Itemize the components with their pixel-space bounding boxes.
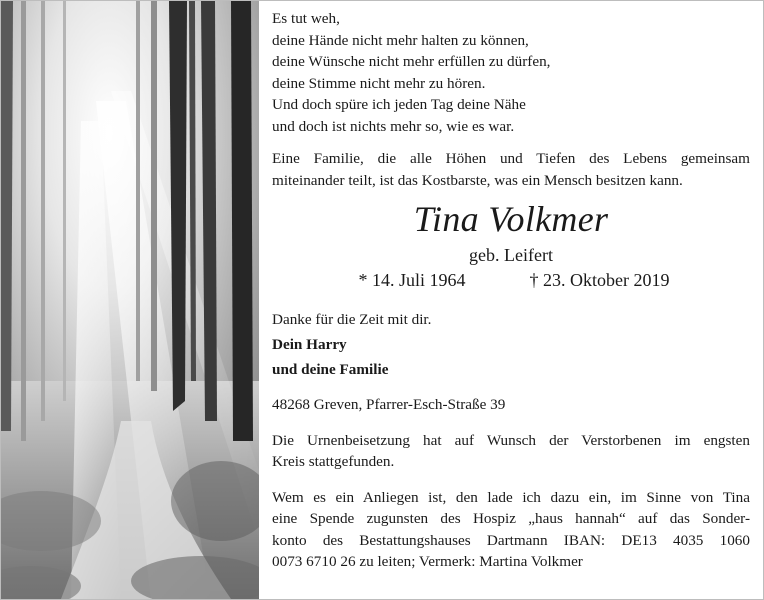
donation-line: 0073 6710 26 zu leiten; Vermerk: Martina Volkmer <box>272 553 583 570</box>
poem-line: und doch ist nichts mehr so, wie es war. <box>272 117 515 135</box>
burial-note <box>272 430 750 473</box>
poem-line: Es tut weh, <box>272 10 340 27</box>
donation-line: eine Spende zugunsten des Hospiz „haus hannah“ auf das Sonder- <box>272 510 750 527</box>
forest-with-sunrays-icon <box>1 1 259 599</box>
birth-name: geb. Leifert <box>469 245 553 265</box>
burial-line: Kreis stattgefunden. <box>272 453 395 470</box>
deceased-name: Tina Volkmer <box>413 199 609 239</box>
poem-line: deine Wünsche nicht mehr erfüllen zu dürfen, <box>272 53 551 70</box>
death-date: † 23. Oktober 2019 <box>529 270 670 290</box>
poem-line: Und doch spüre ich jeden Tag deine Nähe <box>272 96 526 113</box>
poem-line: deine Stimme nicht mehr zu hören. <box>272 74 486 92</box>
life-dates <box>278 267 750 293</box>
quote <box>272 148 750 191</box>
birth-date: * 14. Juli 1964 <box>358 270 466 290</box>
donation-line: konto des Bestattungshauses Dartmann IBAN: DE13 4035 1060 <box>272 531 750 549</box>
poem <box>272 8 750 137</box>
poem-line: deine Hände nicht mehr halten zu können, <box>272 31 529 49</box>
obituary-text <box>272 8 750 573</box>
mourner-name: Dein Harry <box>272 336 347 353</box>
thanks-text: Danke für die Zeit mit dir. <box>272 311 432 328</box>
mourner-family: und deine Familie <box>272 361 389 378</box>
quote-line: miteinander teilt, ist das Kostbarste, was ein Mensch besitzen kann. <box>272 171 683 189</box>
forest-photo <box>1 1 259 599</box>
donation-line: Wem es ein Anliegen ist, den lade ich dazu ein, im Sinne von Tina <box>272 488 750 506</box>
donation-note <box>272 487 750 573</box>
burial-line: Die Urnenbeisetzung hat auf Wunsch der Verstorbenen im engsten <box>272 431 750 449</box>
address: 48268 Greven, Pfarrer-Esch-Straße 39 <box>272 396 506 413</box>
quote-line: Eine Familie, die alle Höhen und Tiefen des Lebens gemeinsam <box>272 150 750 167</box>
